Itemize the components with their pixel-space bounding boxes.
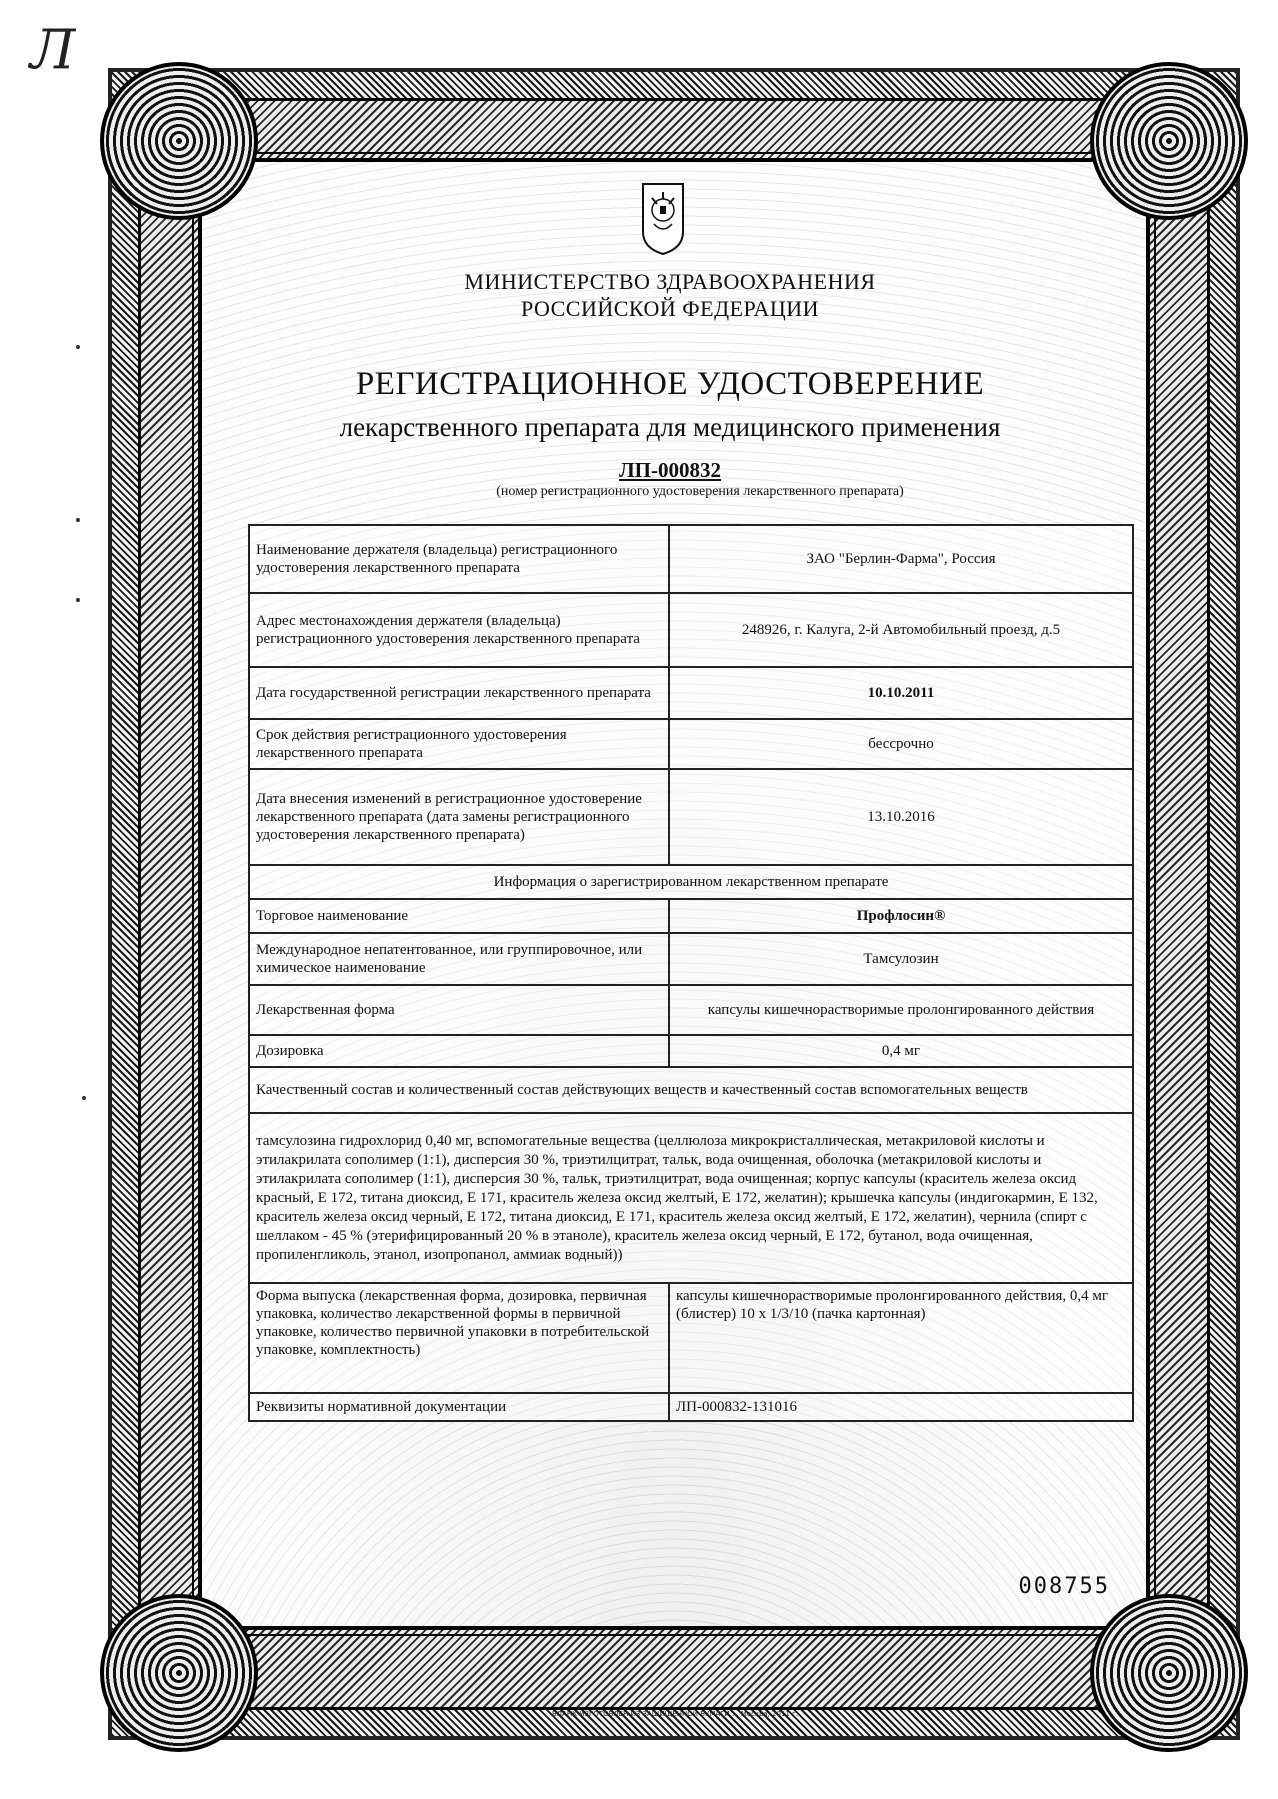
validity-value: бессрочно [669,719,1133,769]
certificate-subtitle: лекарственного препарата для медицинского применения [339,412,1001,442]
table-row [249,1067,1133,1113]
holder-name-value: ЗАО "Берлин-Фарма", Россия [669,525,1133,593]
inn-value: Тамсулозин [669,933,1133,985]
normative-doc-value: ЛП-000832-131016 [669,1393,1133,1421]
handwritten-mark: Л [30,18,76,81]
certificate-title: РЕГИСТРАЦИОННОЕ УДОСТОВЕРЕНИЕ [355,366,985,402]
dosage-form-label: Лекарственная форма [249,985,669,1035]
changes-date-value: 13.10.2016 [669,769,1133,865]
changes-date-label: Дата внесения изменений в регистрационное удостоверение лекарственного препарата (дата замены регистрационного удостоверения лекарственного препарата) [249,769,669,865]
holder-address-label: Адрес местонахождения держателя (владельца) регистрационного удостоверения лекарственного препарата [249,593,669,667]
release-form-value: капсулы кишечнорастворимые пролонгированного действия, 0,4 мг (блистер) 10 x 1/3/10 (пачка картонная) [669,1283,1133,1393]
table-row [249,985,1133,1035]
normative-doc-label: Реквизиты нормативной документации [249,1393,669,1421]
composition-value: тамсулозина гидрохлорид 0,40 мг, вспомогательные вещества (целлюлоза микрокристаллическая, метакриловой кислоты и этилакрилата сополимер (1:1), дисперсия 30 %, триэтилцитрат, тальк, вода очищенная, оболочка (метакриловой кислоты и этилакрилата сополимер (1:1), дисперсия 30 %, тальк, триэтилцитрат, вода очищенная; корпус капсулы (краситель железа оксид красный, Е 172, титана диоксид, Е 171, краситель железа оксид желтый, Е 172, желатин); крышечка капсулы (индигокармин, Е 132, краситель железа оксид черный, Е 172, титана диоксид, Е 171, краситель железа оксид желтый, Е 172, желатин), чернила (спирт с шеллаком - 45 % (этерифицированный 20 % в этаноле), краситель железа оксид черный, Е 172, бутанол, вода очищенная, пропиленгликоль, этанол, изопропанол, аммиак водный)) [249,1113,1133,1283]
table-row [249,933,1133,985]
table-row [249,1393,1133,1421]
security-print-strip: БЛАНК ИЗГОТОВЛЕН ИЗ ЗАЩИЩЕННОЙ БУМАГИ ... Москва, 2011 г. [551,1710,798,1718]
serial-number: 008755 [1018,1574,1110,1599]
table-row [249,1035,1133,1067]
dose-value: 0,4 мг [669,1035,1133,1067]
table-row [249,769,1133,865]
table-row [249,1113,1133,1283]
inn-label: Международное непатентованное, или группировочное, или химическое наименование [249,933,669,985]
table-row [249,719,1133,769]
registration-number-caption: (номер регистрационного удостоверения лекарственного препарата) [496,484,904,499]
ministry-line-1: МИНИСТЕРСТВО ЗДРАВООХРАНЕНИЯ [464,269,876,294]
table-row [249,865,1133,899]
dose-label: Дозировка [249,1035,669,1067]
composition-label: Качественный состав и количественный состав действующих веществ и качественный состав вспомогательных веществ [249,1067,1133,1113]
table-row [249,525,1133,593]
state-registration-date-label: Дата государственной регистрации лекарственного препарата [249,667,669,719]
registration-number: ЛП-000832 [619,458,721,482]
holder-name-label: Наименование держателя (владельца) регистрационного удостоверения лекарственного препарата [249,525,669,593]
table-row [249,899,1133,933]
coat-of-arms-icon [640,180,686,256]
dosage-form-value: капсулы кишечнорастворимые пролонгированного действия [669,985,1133,1035]
table-row [249,667,1133,719]
release-form-label: Форма выпуска (лекарственная форма, дозировка, первичная упаковка, количество лекарственной формы в первичной упаковке, количество первичной упаковки в потребительской упаковке, комплектность) [249,1283,669,1393]
trade-name-value: Профлосин® [669,899,1133,933]
ministry-name [380,268,960,322]
ministry-line-2: РОССИЙСКОЙ ФЕДЕРАЦИИ [520,296,820,321]
holder-address-value: 248926, г. Калуга, 2-й Автомобильный проезд, д.5 [669,593,1133,667]
section-header-drug-info: Информация о зарегистрированном лекарственном препарате [249,865,1133,899]
state-registration-date-value: 10.10.2011 [669,667,1133,719]
table-row [249,1283,1133,1393]
table-row [249,593,1133,667]
validity-label: Срок действия регистрационного удостоверения лекарственного препарата [249,719,669,769]
trade-name-label: Торговое наименование [249,899,669,933]
certificate-table [248,524,1134,1422]
